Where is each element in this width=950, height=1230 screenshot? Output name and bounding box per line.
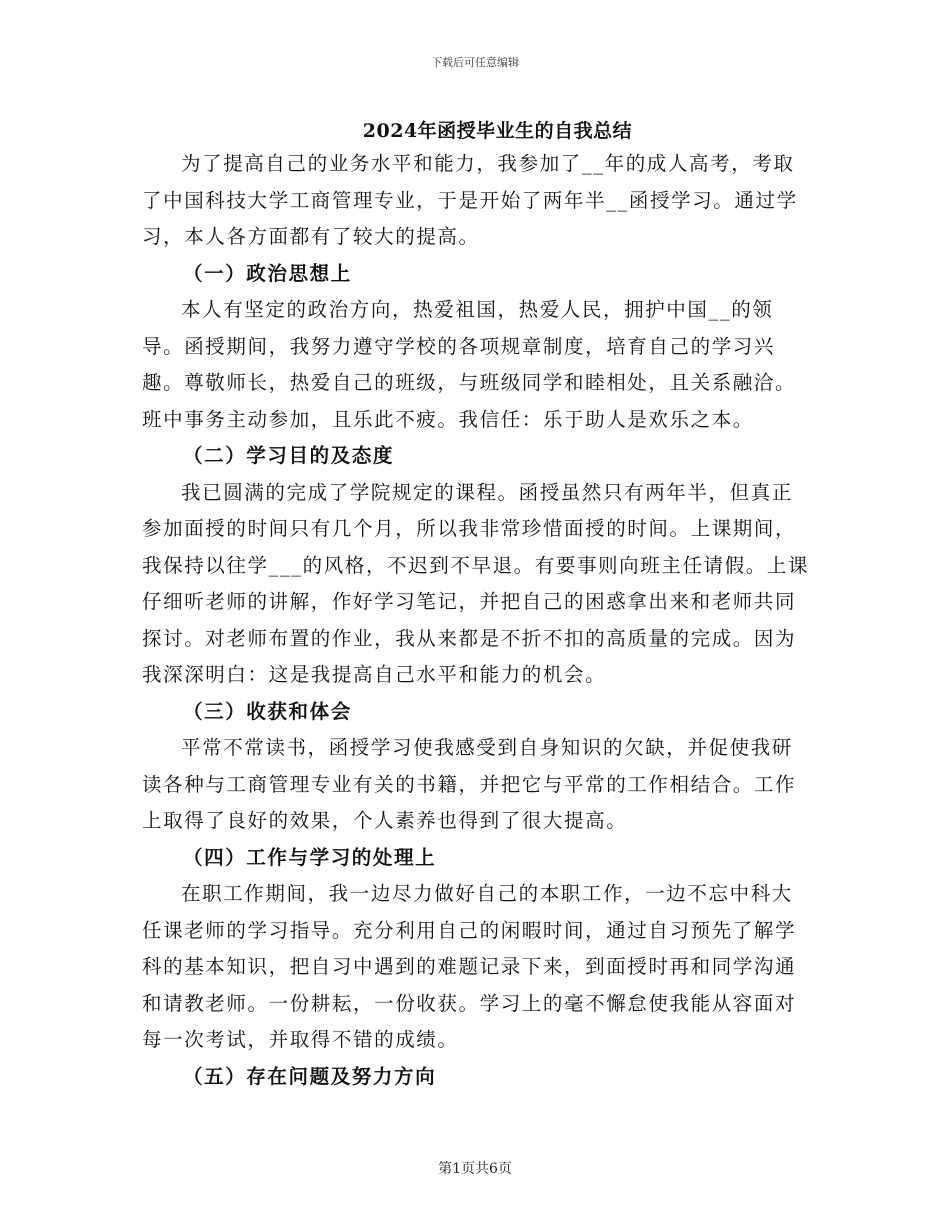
section-heading-politics: （一）政治思想上 bbox=[183, 261, 352, 285]
document-title: 2024年函授毕业生的自我总结 bbox=[362, 120, 633, 142]
page-indicator: 第1页共6页 bbox=[438, 1161, 512, 1177]
section-heading-problems: （五）存在问题及努力方向 bbox=[183, 1064, 437, 1088]
intro-paragraph: 为了提高自己的业务水平和能力，我参加了__年的成人高考，考取了中国科技大学工商管理专业，于是开始了两年半__函授学习。通过学习，本人各方面都有了较大的提高。 bbox=[142, 152, 798, 248]
section-body-work-study: 在职工作期间，我一边尽力做好自己的本职工作，一边不忘中科大任课老师的学习指导。充分利用自己的闲暇时间，通过自习预先了解学科的基本知识，把自习中遇到的难题记录下来，到面授时再和同学沟通和请教老师。一份耕耘，一份收获。学习上的毫不懈怠使我能从容面对每一次考试，并取得不错的成绩。 bbox=[142, 882, 797, 1051]
header-note: 下载后可任意编辑 bbox=[431, 56, 519, 69]
section-body-gains: 平常不常读书，函授学习使我感受到自身知识的欠缺，并促使我研读各种与工商管理专业有关的书籍，并把它与平常的工作相结合。工作上取得了良好的效果，个人素养也得到了很大提高。 bbox=[142, 736, 797, 832]
section-heading-work-study: （四）工作与学习的处理上 bbox=[183, 845, 437, 869]
section-heading-study-attitude: （二）学习目的及态度 bbox=[183, 444, 395, 467]
section-heading-gains: （三）收获和体会 bbox=[183, 699, 352, 723]
section-body-politics: 本人有坚定的政治方向，热爱祖国，热爱人民，拥护中国__的领导。函授期间，我努力遵守学校的各项规章制度，培育自己的学习兴趣。尊敬师长，热爱自己的班级，与班级同学和睦相处，且关系融洽。班中事务主动参加，且乐此不疲。我信任：乐于助人是欢乐之本。 bbox=[142, 298, 797, 431]
section-body-study-attitude: 我已圆满的完成了学院规定的课程。函授虽然只有两年半，但真正参加面授的时间只有几个月，所以我非常珍惜面授的时间。上课期间，我保持以往学___的风格，不迟到不早退。有要事则向班主任请假。上课仔细听老师的讲解，作好学习笔记，并把自己的困惑拿出来和老师共同探讨。对老师布置的作业，我从来都是不折不扣的高质量的完成。因为我深深明白：这是我提高自己水平和能力的机会。 bbox=[142, 480, 810, 686]
document-body bbox=[142, 146, 812, 1095]
